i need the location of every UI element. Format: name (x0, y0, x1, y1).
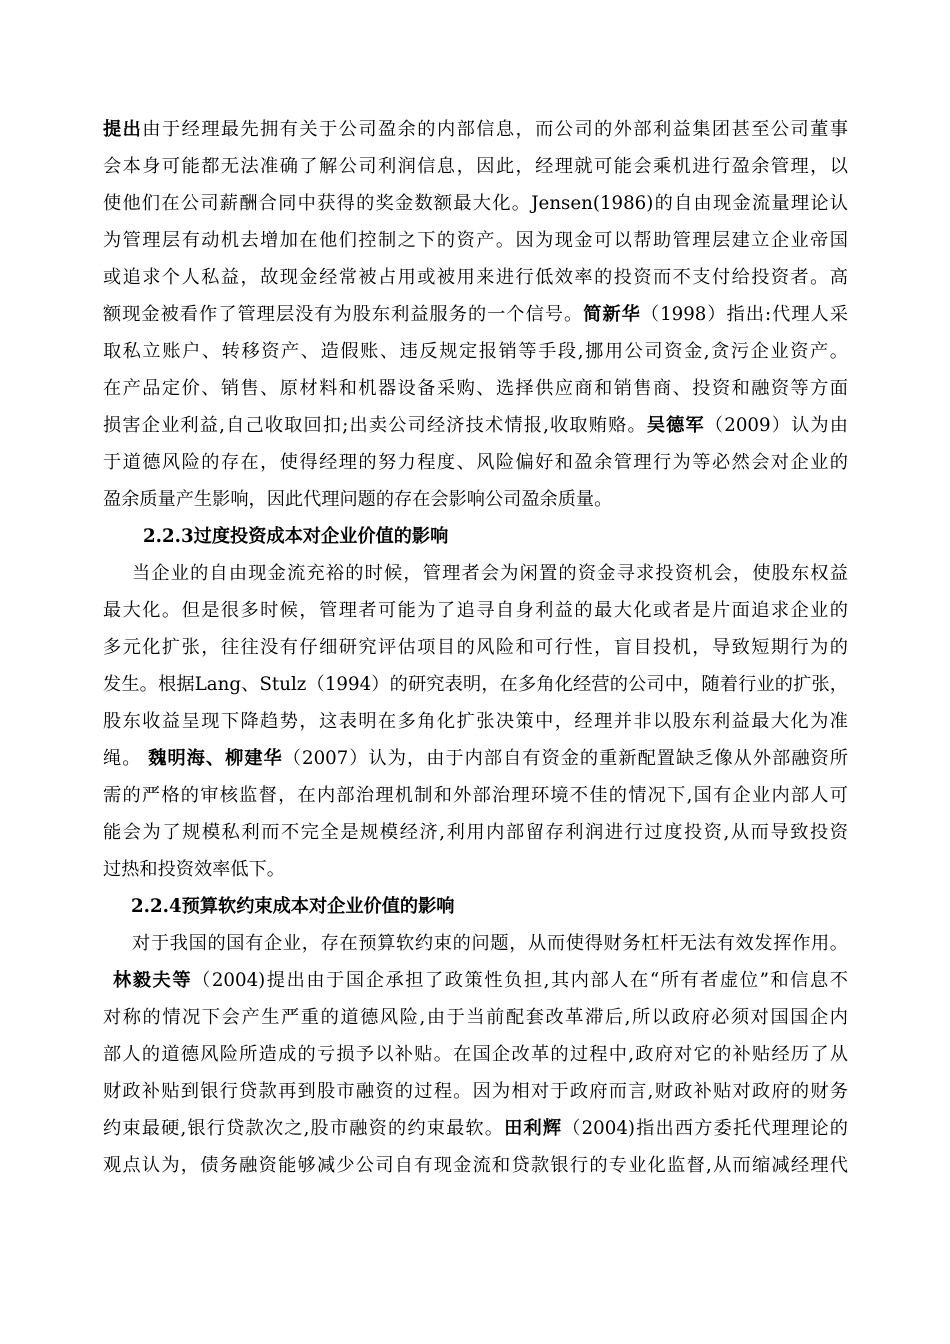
para1-line-1: 提出由于经理最先拥有关于公司盈余的内部信息，而公司的外部利益集团甚至公司董事 (103, 119, 848, 140)
author-name: 简新华 (583, 304, 641, 325)
para2-line-8: 能会为了规模私利而不完全是规模经济,利用内部留存利润进行过度投资,从而导致投资 (103, 822, 848, 843)
para1-line-5: 或追求个人私益，故现金经常被占用或被用来进行低效率的投资而不支付给投资者。高 (103, 267, 848, 288)
para3-line-4: 部人的道德风险所造成的亏损予以补贴。在国企改革的过程中,政府对它的补贴经历了从 (103, 1044, 848, 1065)
para2-line-7: 需的严格的审核监督，在内部治理机制和外部治理环境不佳的情况下,国有企业内部人可 (103, 785, 848, 806)
para1-line-7: 取私立账户、转移资产、造假账、违反规定报销等手段,挪用公司资金,贪污企业资产。 (103, 341, 848, 362)
para1-line-3: 使他们在公司薪酬合同中获得的奖金数额最大化。Jensen(1986)的自由现金流量理论认 (103, 193, 848, 214)
author-name: 吴德军 (646, 415, 705, 436)
para2-line-4: 发生。根据Lang、Stulz（1994）的研究表明，在多角化经营的公司中，随着行业的扩张， (103, 674, 848, 695)
para1-line-6: 额现金被看作了管理层没有为股东利益服务的一个信号。简新华（1998）指出:代理人采 (103, 304, 848, 325)
author-name: 田利辉 (504, 1118, 563, 1139)
para2-line-3: 多元化扩张，往往没有仔细研究评估项目的风险和可行性，盲目投机，导致短期行为的 (103, 637, 848, 658)
para2-line-1: 当企业的自由现金流充裕的时候，管理者会为闲置的资金寻求投资机会，使股东权益 (132, 563, 848, 584)
para2-line-6: 绳。 魏明海、柳建华（2007）认为，由于内部自有资金的重新配置缺乏像从外部融资所 (103, 748, 848, 769)
para3-line-1: 对于我国的国有企业，存在预算软约束的问题，从而使得财务杠杆无法有效发挥作用。 (132, 933, 848, 954)
para3-line-6: 约束最硬,银行贷款次之,股市融资的约束最软。田利辉（2004)指出西方委托代理理论的 (103, 1118, 848, 1139)
author-name: 林毅夫等 (113, 970, 193, 991)
section-heading-2-2-3: 2.2.3过度投资成本对企业价值的影响 (143, 526, 449, 547)
para3-line-5: 财政补贴到银行贷款再到股市融资的过程。因为相对于政府而言,财政补贴对政府的财务 (103, 1081, 848, 1102)
para1-line-2: 会本身可能都无法准确了解公司利润信息，因此，经理就可能会乘机进行盈余管理，以 (103, 156, 848, 177)
para1-line-11: 盈余质量产生影响，因此代理问题的存在会影响公司盈余质量。 (103, 489, 613, 510)
author-name: 魏明海、柳建华 (148, 748, 283, 769)
para3-line-2: 林毅夫等（2004)提出由于国企承担了政策性负担,其内部人在“所有者虚位”和信息不 (113, 970, 848, 991)
para3-line-7: 观点认为，债务融资能够减少公司自有现金流和贷款银行的专业化监督,从而缩减经理代 (103, 1155, 848, 1176)
para1-line-9: 损害企业利益,自己收取回扣;出卖公司经济技术情报,收取贿赂。吴德军（2009）认为由 (103, 415, 848, 436)
section-heading-2-2-4: 2.2.4预算软约束成本对企业价值的影响 (131, 896, 455, 917)
para1-bold-lead: 提出 (103, 119, 143, 140)
para2-line-2: 最大化。但是很多时候，管理者可能为了追寻自身利益的最大化或者是片面追求企业的 (103, 600, 848, 621)
para2-line-9: 过热和投资效率低下。 (103, 859, 285, 880)
para1-line-10: 于道德风险的存在，使得经理的努力程度、风险偏好和盈余管理行为等必然会对企业的 (103, 452, 848, 473)
para2-line-5: 股东收益呈现下降趋势，这表明在多角化扩张决策中，经理并非以股东利益最大化为准 (103, 711, 848, 732)
para1-line-4: 为管理层有动机去增加在他们控制之下的资产。因为现金可以帮助管理层建立企业帝国 (103, 230, 848, 251)
para1-line-8: 在产品定价、销售、原材料和机器设备采购、选择供应商和销售商、投资和融资等方面 (103, 378, 848, 399)
para3-line-3: 对称的情况下会产生严重的道德风险,由于当前配套改革滞后,所以政府必须对国国企内 (103, 1007, 848, 1028)
